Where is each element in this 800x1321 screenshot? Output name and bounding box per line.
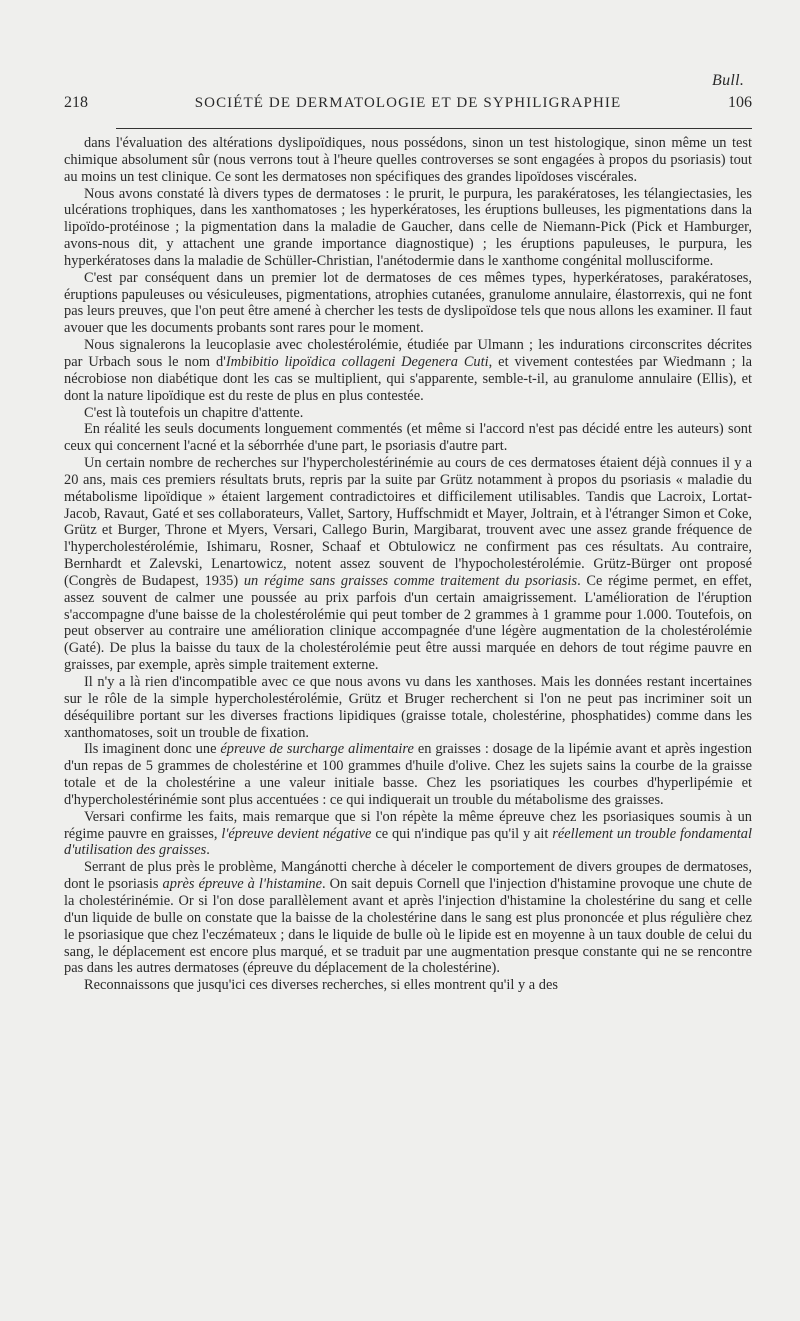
series-label: Bull.	[712, 72, 745, 89]
header-rule	[116, 128, 752, 129]
paragraph: dans l'évaluation des altérations dyslipoïdiques, nous possédons, sinon un test histologique, sinon même un test chimique absolument sûr (nous verrons tout à l'heure quelles controverses se sont engagées à propos du psoriasis) tout au moins un test clinique. Ce sont les dermatoses non spécifiques des grandes lipoïdoses viscérales.	[64, 135, 752, 185]
paragraph: Il n'y a là rien d'incompatible avec ce que nous avons vu dans les xanthoses. Mais les données restant incertaines sur le rôle de la simple hypercholestérolémie, Grütz et Bruger recherchent si l'on ne peut pas incriminer soit un déséquilibre portant sur les diverses fractions lipidiques (graisse totale, cholestérine, phosphatides) comme dans les xanthomatoses, soit un trouble de fixation.	[64, 674, 752, 741]
paragraph: En réalité les seuls documents longuement commentés (et même si l'accord n'est pas décidé entre les auteurs) sont ceux qui concernent l'acné et la séborrhée d'une part, le psoriasis d'autre part.	[64, 421, 752, 455]
journal-title: SOCIÉTÉ DE DERMATOLOGIE ET DE SYPHILIGRAPHIE	[194, 95, 622, 111]
paragraph: Ils imaginent donc une épreuve de surcharge alimentaire en graisses : dosage de la lipémie avant et après ingestion d'un repas de 5 grammes de cholestérine et 100 grammes d'huile d'olive. Chez les sujets sains la courbe de la graisse totale et de la cholestérine a une valeur initiale basse. Chez les psoriatiques les courbes d'hyperlipémie et d'hypercholestérinémie sont plus accentuées : ce qui indiquerait un trouble du métabolisme des graisses.	[64, 741, 752, 808]
paragraph: C'est par conséquent dans un premier lot de dermatoses de ces mêmes types, hyperkératoses, parakératoses, éruptions papuleuses ou vésiculeuses, pigmentations, atrophies cutanées, granulome annulaire, élastorrexis, qui ne font pas leurs preuves, que l'on peut être amené à chercher les tests de dyslipoïdose tels que nous allons les examiner. Il faut avouer que les documents probants sont rares pour le moment.	[64, 269, 752, 337]
running-header	[64, 94, 752, 116]
paragraph: Nous avons constaté là divers types de dermatoses : le prurit, le purpura, les parakératoses, les télangiectasies, les ulcérations trophiques, dans les xanthomatoses ; les hyperkératoses, les éruptions bulleuses, les pigmentations dans la lipoïdo-protéinose ; la pigmentation dans la maladie de Gaucher, dans celle de Niemann-Pick (Pick et Hamburger, avons-nous dit, y attachent une grande importance diagnostique) ; les éruptions papuleuses, le purpura, les hyperkératoses dans la maladie de Schüller-Christian, l'anétodermie dans le xanthome congénital mollusciforme.	[64, 185, 752, 269]
paragraph: Serrant de plus près le problème, Mangánotti cherche à déceler le comportement de divers groupes de dermatoses, dont le psoriasis après épreuve à l'histamine. On sait depuis Cornell que l'injection d'histamine provoque une chute de la cholestérinémie. Or si l'on dose parallèlement avant et après l'injection d'histamine la cholestérine du sang et celle d'un liquide de bulle on constate que la baisse de la cholestérine dans le sang est plus prononcée et plus régulière chez le psoriasique que chez l'eczémateux ; dans le liquide de bulle où le lipide est en moyenne à un taux double de celui du sang, le déplacement est encore plus marqué, et se traduit par une augmentation presque constante qui ne se rencontre pas dans les autres dermatoses (épreuve du déplacement de la cholestérine).	[64, 859, 752, 977]
paragraph: C'est là toutefois un chapitre d'attente.	[84, 404, 304, 421]
paragraph: Versari confirme les faits, mais remarque que si l'on répète la même épreuve chez les psoriasiques soumis à un régime pauvre en graisses, l'épreuve devient négative ce qui n'indique pas qu'il y ait réellement un trouble fondamental d'utilisation des graisses.	[64, 808, 752, 859]
paragraph: Reconnaissons que jusqu'ici ces diverses recherches, si elles montrent qu'il y a des	[84, 977, 558, 994]
article-body	[64, 135, 752, 994]
paragraph: Un certain nombre de recherches sur l'hypercholestérinémie au cours de ces dermatoses étaient déjà connues il y a 20 ans, mais ces premiers résultats bruts, repris par la suite par Grütz notamment à propos du psoriasis « maladie du métabolisme lipoïdique » étaient largement contradictoires et difficilement utilisables. Tandis que Lacroix, Lortat-Jacob, Ravaut, Gaté et ses collaborateurs, Vallet, Sartory, Huffschmidt et Mayer, Joltrain, et à l'étranger Simon et Coke, Grütz et Burger, Throne et Myers, Versari, Callego Burin, Margibarat, trouvent avec une assez grande fréquence de l'hypercholestérolémie, Ishimaru, Rosner, Schaaf et Obtulowicz ne confirment pas ces résultats. Au contraire, Bernhardt et Zalevski, Lenartowicz, notent assez souvent de l'hypocholestérolémie. Grütz-Bürger ont proposé (Congrès de Budapest, 1935) un régime sans graisses comme traitement du psoriasis. Ce régime permet, en effet, assez souvent de calmer une poussée au prix parfois d'un certain amaigrissement. L'amélioration de l'éruption s'accompagne d'une baisse de la cholestérolémie qui peut tomber de 2 grammes à 1 gramme pour 1.000. Toutefois, on peut observer au contraire une amélioration clinique accompagnée d'une légère augmentation de la cholestérolémie (Gaté). De plus la baisse du taux de la cholestérolémie peut être aussi marquée en dehors de tout régime pauvre en graisses, par exemple, après simple traitement externe.	[64, 455, 752, 674]
issue-number: 106	[728, 94, 752, 111]
paragraph: Nous signalerons la leucoplasie avec cholestérolémie, étudiée par Ulmann ; les indurations circonscrites décrites par Urbach sous le nom d'Imbibitio lipoïdica collageni Degenera Cuti, et vivement contestées par Wiedmann ; la nécrobiose non diabétique dont les cas se multiplient, qui s'apparente, semble-t-il, au granulome annulaire (Ellis), et dont la nature lipoïdique est du reste de plus en plus contestée.	[64, 337, 753, 404]
page-number: 218	[64, 94, 88, 111]
